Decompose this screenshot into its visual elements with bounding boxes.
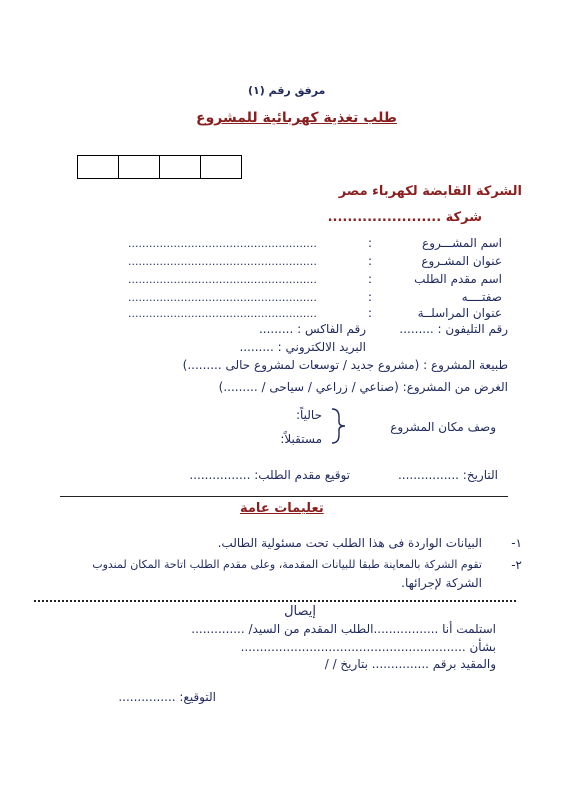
field-label-project-name: اسم المشـــروع (422, 236, 502, 250)
fax-field[interactable]: رقم الفاكس : ......... (258, 322, 366, 336)
number-box[interactable] (160, 156, 201, 178)
location-current[interactable]: حالياً: (295, 408, 322, 422)
number-box[interactable] (201, 156, 241, 178)
number-box[interactable] (119, 156, 160, 178)
field-dots[interactable]: ...................................................... (128, 291, 317, 304)
section-divider (60, 496, 508, 497)
receipt-line-registration[interactable]: والمقيد برقم ............... بتاريخ / / (324, 657, 496, 671)
field-label-capacity: صفتــــه (461, 290, 502, 304)
applicant-signature[interactable]: توقيع مقدم الطلب: ................ (189, 468, 350, 482)
phone-field[interactable]: رقم التليفون : ......... (399, 322, 508, 336)
receipt-line-subject[interactable]: بشأن ........................................................... (240, 640, 496, 654)
field-dots[interactable]: ...................................................... (128, 255, 317, 268)
field-colon: : (368, 236, 373, 250)
field-colon: : (368, 272, 373, 286)
field-colon: : (368, 306, 373, 320)
holding-company: الشركة القابضة لكهرباء مصر (338, 184, 522, 199)
field-colon: : (368, 290, 373, 304)
field-label-project-address: عنوان المشـروع (421, 254, 502, 268)
location-future[interactable]: مستقبلاً: (280, 432, 322, 446)
receipt-title: إيصال (284, 604, 316, 619)
instruction-text-continued: الشركة لإجرائها. (401, 576, 482, 590)
cut-line (34, 600, 516, 602)
form-title: طلب تغذية كهربائية للمشروع (196, 110, 397, 126)
project-nature[interactable]: طبيعة المشروع : (مشروع جديد / توسعات لمشروع حالى .........) (182, 358, 508, 372)
field-dots[interactable]: ...................................................... (128, 273, 317, 286)
field-colon: : (368, 254, 373, 268)
location-label: وصف مكان المشروع (390, 420, 496, 434)
date-field[interactable]: التاريخ: ................ (397, 468, 498, 482)
instruction-number: ١- (511, 536, 522, 550)
reference-number-boxes (77, 155, 242, 179)
curly-brace-icon (328, 408, 348, 444)
number-box[interactable] (78, 156, 119, 178)
company-line: شركة ....................... (327, 210, 482, 225)
field-dots[interactable]: ...................................................... (128, 307, 317, 320)
instructions-title: تعليمات عامة (240, 501, 324, 516)
field-label-applicant-name: اسم مقدم الطلب (414, 272, 502, 286)
instruction-text: البيانات الواردة فى هذا الطلب تحت مسئولية الطالب. (217, 536, 482, 550)
field-label-mailing-address: عنوان المراسلــة (417, 306, 502, 320)
receipt-signature[interactable]: التوقيع: ............... (118, 690, 216, 704)
email-field[interactable]: البريد الالكتروني : ......... (239, 340, 366, 354)
project-purpose[interactable]: الغرض من المشروع: (صناعي / زراعي / سياحى / .........) (218, 380, 508, 394)
instruction-text: تقوم الشركة بالمعاينة طبقا للبيانات المقدمة، وعلى مقدم الطلب اتاحة المكان لمندوب (92, 558, 482, 571)
receipt-line-received[interactable]: استلمت أنا .................الطلب المقدم من السيد/ .............. (191, 622, 496, 636)
instruction-number: ٢- (511, 558, 522, 572)
attachment-label: مرفق رقم (١) (248, 84, 326, 97)
field-dots[interactable]: ...................................................... (128, 237, 317, 250)
